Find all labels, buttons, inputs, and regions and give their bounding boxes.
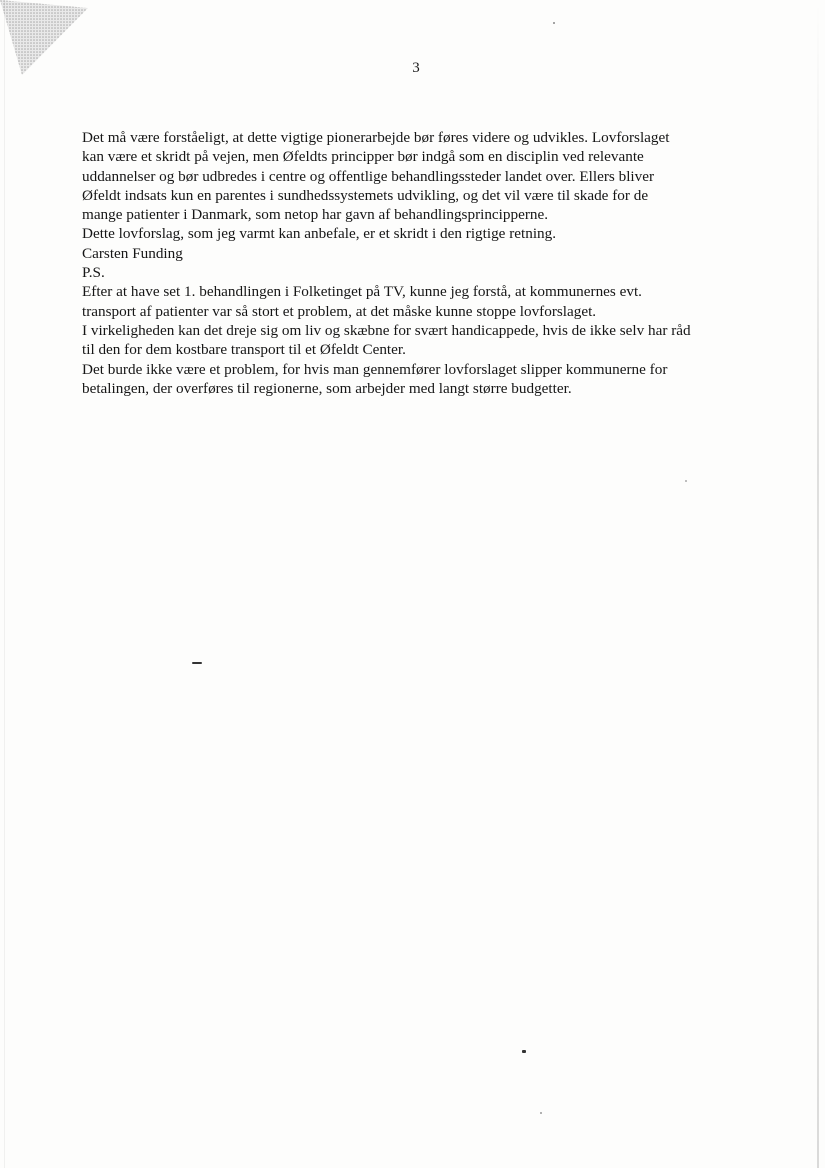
text-line: Efter at have set 1. behandlingen i Folketinget på TV, kunne jeg forstå, at kommunernes evt.	[82, 283, 642, 301]
scan-speck	[685, 480, 687, 482]
paragraph-2	[82, 224, 754, 243]
text-line: Det burde ikke være et problem, for hvis man gennemfører lovforslaget slipper kommunerne for	[82, 360, 668, 378]
text-line: Dette lovforslag, som jeg varmt kan anbefale, er et skridt i den rigtige retning.	[82, 225, 557, 243]
text-line: I virkeligheden kan det dreje sig om liv og skæbne for svært handicappede, hvis de ikke selv har råd	[82, 321, 691, 339]
paragraph-1	[82, 128, 754, 224]
postscript-label	[82, 263, 754, 282]
letter-body	[82, 128, 754, 398]
text-line: uddannelser og bør udbredes i centre og offentlige behandlingssteder landet over. Ellers bliver	[82, 167, 655, 185]
page-right-edge	[817, 0, 819, 1168]
paragraph-3	[82, 282, 754, 321]
text-line: Øfeldt indsats kun en parentes i sundhedssystemets udvikling, og det vil være til skade for de	[82, 186, 649, 204]
paragraph-4	[82, 321, 754, 360]
text-line: mange patienter i Danmark, som netop har gavn af behandlingsprincipperne.	[82, 206, 549, 224]
text-line: betalingen, der overføres til regionerne, som arbejder med langt større budgetter.	[82, 379, 572, 397]
scan-speck	[522, 1050, 526, 1053]
scan-speck	[192, 662, 202, 664]
signature	[82, 244, 754, 263]
scan-speck	[540, 1112, 542, 1114]
text-line: til den for dem kostbare transport til et Øfeldt Center.	[82, 341, 406, 359]
text-line: Det må være forståeligt, at dette vigtige pionerarbejde bør føres videre og udvikles. Lovforslaget	[82, 129, 670, 146]
text-line: transport af patienter var så stort et problem, at det måske kunne stoppe lovforslaget.	[82, 302, 597, 320]
page-number: 3	[412, 60, 420, 76]
ps-label: P.S.	[82, 264, 105, 282]
folded-corner-shadow	[0, 0, 90, 80]
paragraph-5	[82, 360, 754, 399]
scan-speck	[553, 22, 555, 24]
text-line: kan være et skridt på vejen, men Øfeldts principper bør indgå som en disciplin ved relevante	[82, 148, 644, 166]
signature-name: Carsten Funding	[82, 244, 183, 262]
page-left-edge	[4, 0, 5, 1168]
